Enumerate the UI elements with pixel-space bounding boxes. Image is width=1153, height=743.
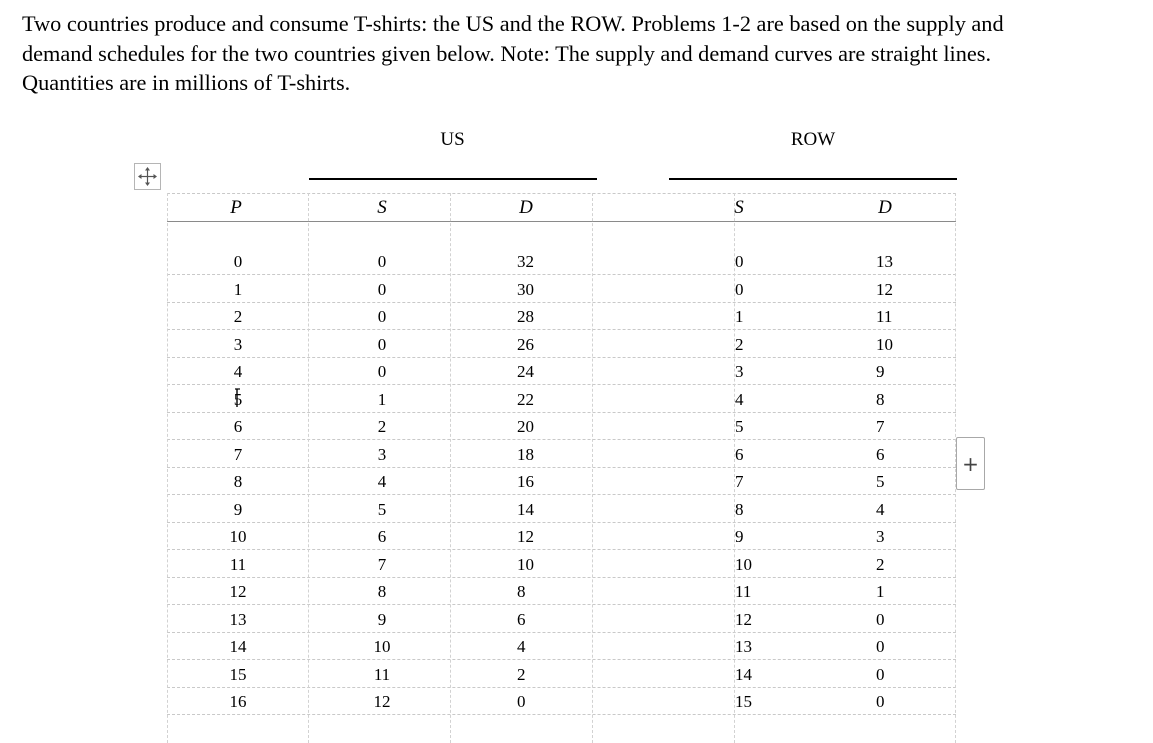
- col-divider: [308, 193, 309, 743]
- us-supply-cell: 12: [373, 692, 391, 711]
- row-separator: [167, 467, 956, 468]
- row-supply-cell: 8: [735, 500, 744, 519]
- row-separator: [167, 439, 956, 440]
- row-supply-cell: 7: [735, 472, 744, 491]
- supply-demand-table-grid: [167, 193, 956, 743]
- grid-top-border: [167, 193, 956, 194]
- price-cell: 14: [229, 637, 247, 656]
- row-demand-cell: 5: [876, 472, 885, 491]
- price-cell: 16: [229, 692, 247, 711]
- us-demand-cell: 8: [517, 582, 526, 601]
- row-supply-cell: 5: [735, 417, 744, 436]
- col-divider: [167, 193, 168, 743]
- row-separator: [167, 302, 956, 303]
- us-supply-cell: 9: [377, 610, 387, 629]
- row-separator: [167, 412, 956, 413]
- us-supply-cell: 0: [377, 362, 387, 381]
- intro-line-3: Quantities are in millions of T-shirts.: [22, 70, 351, 95]
- row-separator: [167, 494, 956, 495]
- plus-icon: +: [962, 451, 979, 476]
- price-cell: 3: [233, 335, 243, 354]
- row-separator: [167, 522, 956, 523]
- us-supply-cell: 8: [377, 582, 387, 601]
- row-separator: [167, 659, 956, 660]
- us-group-rule: [309, 178, 597, 180]
- add-row-button[interactable]: [956, 437, 985, 490]
- row-separator: [167, 357, 956, 358]
- us-demand-cell: 20: [517, 417, 534, 436]
- row-supply-cell: 3: [735, 362, 744, 381]
- row-supply-cell: 10: [735, 555, 752, 574]
- price-cell: 11: [229, 555, 247, 574]
- us-group-label: US: [440, 129, 465, 150]
- row-demand-cell: 12: [876, 280, 893, 299]
- us-demand-cell: 10: [517, 555, 534, 574]
- price-cell: 5: [233, 390, 243, 409]
- price-cell: 0: [233, 252, 243, 271]
- row-supply-cell: 12: [735, 610, 752, 629]
- text-cursor-mark: [235, 388, 245, 408]
- row-separator: [167, 384, 956, 385]
- row-demand-cell: 3: [876, 527, 885, 546]
- us-demand-cell: 28: [517, 307, 534, 326]
- row-demand-cell: 2: [876, 555, 885, 574]
- header-us-supply: S: [377, 197, 387, 218]
- row-supply-cell: 4: [735, 390, 744, 409]
- price-cell: 7: [233, 445, 243, 464]
- row-demand-cell: 0: [876, 692, 885, 711]
- row-separator: [167, 714, 956, 715]
- header-us-demand: D: [519, 197, 533, 218]
- price-cell: 10: [229, 527, 247, 546]
- row-demand-cell: 0: [876, 610, 885, 629]
- row-demand-cell: 6: [876, 445, 885, 464]
- price-cell: 6: [233, 417, 243, 436]
- intro-line-2: demand schedules for the two countries given below. Note: The supply and demand curves are straight lines.: [22, 40, 992, 66]
- us-supply-cell: 3: [377, 445, 387, 464]
- us-demand-cell: 16: [517, 472, 534, 491]
- row-separator: [167, 632, 956, 633]
- us-demand-cell: 2: [517, 665, 526, 684]
- row-supply-cell: 9: [735, 527, 744, 546]
- us-demand-cell: 24: [517, 362, 534, 381]
- row-separator: [167, 687, 956, 688]
- header-row-demand: D: [878, 197, 892, 218]
- header-row-supply: S: [734, 197, 744, 218]
- row-demand-cell: 11: [876, 307, 893, 326]
- row-demand-cell: 10: [876, 335, 893, 354]
- us-demand-cell: 22: [517, 390, 534, 409]
- intro-line-1: Two countries produce and consume T-shirts: the US and the ROW. Problems 1-2 are based on the supply and: [22, 11, 1004, 36]
- us-supply-cell: 11: [373, 665, 391, 684]
- row-supply-cell: 0: [735, 252, 744, 271]
- row-demand-cell: 8: [876, 390, 885, 409]
- price-cell: 8: [233, 472, 243, 491]
- row-demand-cell: 0: [876, 665, 885, 684]
- price-cell: 9: [233, 500, 243, 519]
- price-cell: 13: [229, 610, 247, 629]
- four-way-arrow-icon: [135, 164, 160, 189]
- table-move-handle[interactable]: [134, 163, 161, 190]
- us-demand-cell: 18: [517, 445, 534, 464]
- us-demand-cell: 4: [517, 637, 526, 656]
- row-group-rule: [669, 178, 957, 180]
- row-supply-cell: 13: [735, 637, 752, 656]
- row-separator: [167, 577, 956, 578]
- us-supply-cell: 7: [377, 555, 387, 574]
- row-supply-cell: 0: [735, 280, 744, 299]
- us-supply-cell: 0: [377, 280, 387, 299]
- us-demand-cell: 32: [517, 252, 534, 271]
- row-demand-cell: 4: [876, 500, 885, 519]
- row-demand-cell: 7: [876, 417, 885, 436]
- us-supply-cell: 5: [377, 500, 387, 519]
- us-supply-cell: 2: [377, 417, 387, 436]
- row-separator: [167, 329, 956, 330]
- row-demand-cell: 1: [876, 582, 885, 601]
- row-separator: [167, 274, 956, 275]
- us-supply-cell: 10: [373, 637, 391, 656]
- price-cell: 12: [229, 582, 247, 601]
- col-divider: [734, 193, 735, 743]
- us-supply-cell: 0: [377, 307, 387, 326]
- us-demand-cell: 30: [517, 280, 534, 299]
- us-supply-cell: 0: [377, 252, 387, 271]
- row-demand-cell: 13: [876, 252, 893, 271]
- price-cell: 2: [233, 307, 243, 326]
- price-cell: 15: [229, 665, 247, 684]
- row-supply-cell: 2: [735, 335, 744, 354]
- col-divider: [450, 193, 451, 743]
- row-supply-cell: 15: [735, 692, 752, 711]
- row-separator: [167, 604, 956, 605]
- us-supply-cell: 0: [377, 335, 387, 354]
- us-supply-cell: 1: [377, 390, 387, 409]
- row-demand-cell: 9: [876, 362, 885, 381]
- row-supply-cell: 14: [735, 665, 752, 684]
- row-supply-cell: 11: [735, 582, 752, 601]
- row-separator: [167, 549, 956, 550]
- us-demand-cell: 6: [517, 610, 526, 629]
- us-demand-cell: 12: [517, 527, 534, 546]
- us-demand-cell: 14: [517, 500, 534, 519]
- col-divider: [592, 193, 593, 743]
- us-supply-cell: 6: [377, 527, 387, 546]
- us-demand-cell: 26: [517, 335, 534, 354]
- row-supply-cell: 1: [735, 307, 744, 326]
- header-bottom-border: [167, 221, 956, 222]
- row-group-label: ROW: [790, 129, 836, 150]
- us-demand-cell: 0: [517, 692, 526, 711]
- row-supply-cell: 6: [735, 445, 744, 464]
- intro-paragraph: [22, 9, 1132, 98]
- us-supply-cell: 4: [377, 472, 387, 491]
- header-price: P: [230, 197, 242, 218]
- price-cell: 1: [233, 280, 243, 299]
- row-demand-cell: 0: [876, 637, 885, 656]
- price-cell: 4: [233, 362, 243, 381]
